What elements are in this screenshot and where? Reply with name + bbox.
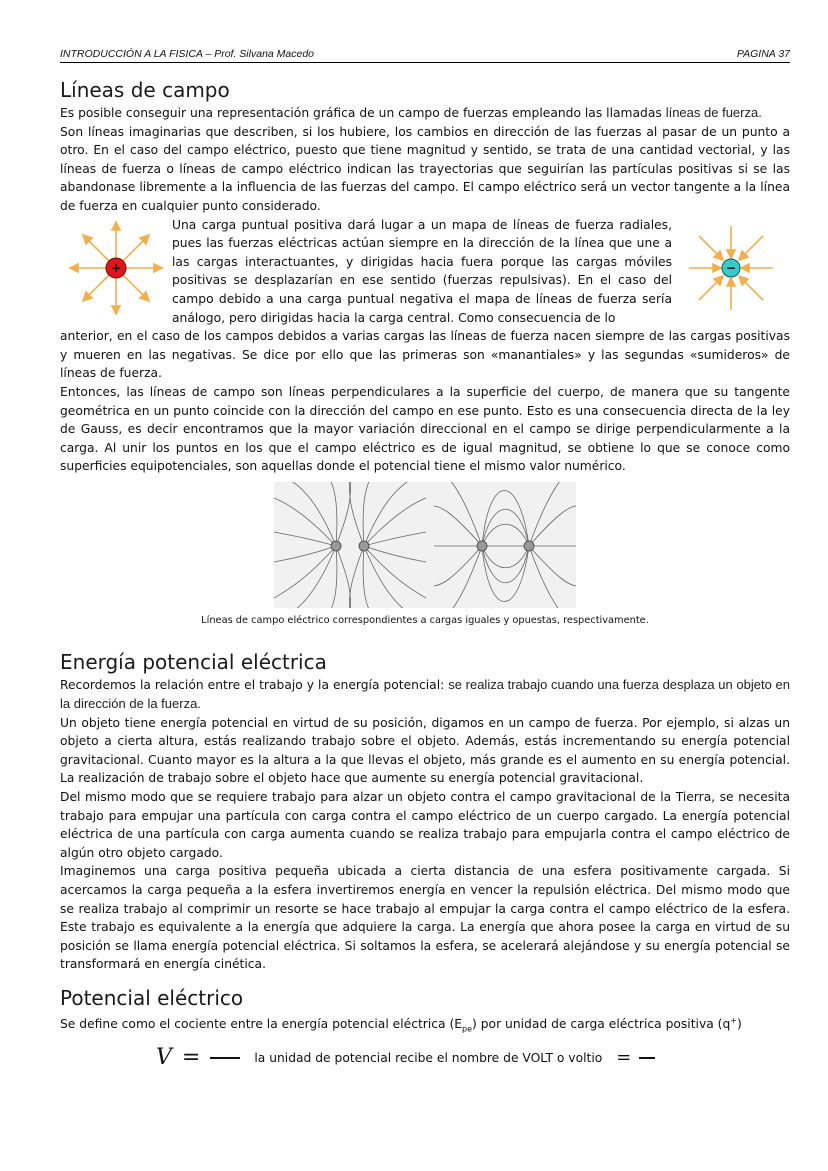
section-title-energia-potencial: Energía potencial eléctrica <box>60 650 327 675</box>
page-header <box>60 48 790 63</box>
negative-charge-icon <box>681 220 781 316</box>
paragraph-text: ) <box>736 1017 742 1032</box>
minus-sign: − <box>725 260 737 275</box>
paragraph <box>60 676 790 713</box>
paragraph-text: ) por unidad de carga eléctrica positiva (q <box>472 1017 731 1032</box>
field-lines-figure <box>60 482 790 608</box>
formula-equals-2: = <box>616 1047 632 1069</box>
field-lines-image <box>274 482 576 608</box>
charge-paragraph <box>172 216 672 328</box>
paragraph: Son líneas imaginarias que describen, si los hubiere, los cambios en dirección de las fuerzas al pasar de un punto a otro. En el caso del campo eléctrico, puesto que tiene magnitud y sentido, se trata de una cantidad vectorial, y las líneas de fuerza o líneas de campo eléctrico indican las trayectorias que seguirían las partículas positivas si se las abandonase libremente a la influencia de las fuerzas del campo. El campo eléctrico será un vector tangente a la línea de fuerza en cualquier punto considerado. <box>60 124 790 213</box>
paragraph: Una carga puntual positiva dará lugar a un mapa de líneas de fuerza radiales, pues las fuerzas eléctricas actúan siempre en la dirección de la línea que une a las cargas interactuantes, y dirigidas hacia fuera porque las cargas móviles positivas se desplazarían en ese sentido (fuerzas repulsivas). En el caso del campo debido a una carga puntual negativa el mapa de líneas de fuerza sería análogo, pero dirigidas hacia la carga central. Como consecuencia de lo <box>172 217 672 325</box>
charge-illustration-row <box>60 216 790 328</box>
paragraph <box>60 104 790 123</box>
section-title-potencial-electrico: Potencial eléctrico <box>60 985 244 1010</box>
section-title-lineas-de-campo: Líneas de campo <box>60 78 230 102</box>
header-title: INTRODUCCIÓN A LA FISICA – Prof. Silvana Macedo <box>60 48 315 60</box>
figure-caption: Líneas de campo eléctrico correspondientes a cargas iguales y opuestas, respectivamente. <box>201 614 649 626</box>
formula-v: V <box>156 1045 172 1071</box>
formula-note: la unidad de potencial recibe el nombre de VOLT o voltio <box>254 1051 603 1066</box>
positive-charge-figure <box>60 216 172 316</box>
paragraph-text-emph: líneas de fuerza. <box>665 105 762 120</box>
paragraph-text: Se define como el cociente entre la energía potencial eléctrica (E <box>60 1017 463 1032</box>
paragraph: Imaginemos una carga positiva pequeña ubicada a cierta distancia de una esfera positivamente cargada. Si acercamos la carga pequeña a la esfera invertiremos energía en vencer la repulsión eléctrica. Del mismo modo que se realiza trabajo al comprimir un resorte se hace trabajo al empujar la carga contra el campo eléctrico de la esfera. Este trabajo es equivalente a la energía que adquiere la carga. La energía que ahora posee la carga en virtud de su posición se llama energía potencial eléctrica. Si soltamos la esfera, se acelerará alejándose y su energía potencial se transformará en energía cinética. <box>60 864 790 972</box>
paragraph: Un objeto tiene energía potencial en virtud de su posición, digamos en un campo de fuerza. Por ejemplo, si alzas un objeto a cierta altura, estás realizando trabajo sobre el objeto. Además, estás incrementando su energía potencial gravitacional. Cuanto mayor es la altura a la que llevas el objeto, más grande es el aumento en su energía potencial. La realización de trabajo sobre el objeto hace que aumente su energía potencial gravitacional. <box>60 715 790 786</box>
superscript: + <box>730 1015 737 1025</box>
page-number: PAGINA 37 <box>736 48 790 60</box>
fraction-bar <box>210 1057 240 1059</box>
paragraph: anterior, en el caso de los campos debidos a varias cargas las líneas de fuerza nacen siempre de las cargas positivas y mueren en las negativas. Se dice por ello que las primeras son «manantiales» y las segundas «sumideros» de líneas de fuerza. <box>60 329 790 381</box>
positive-charge-icon <box>66 220 166 316</box>
paragraph: Del mismo modo que se requiere trabajo para alzar un objeto contra el campo gravitacional de la Tierra, se necesita trabajo para empujar una partícula con carga contra el campo eléctrico de un cuerpo cargado. La energía potencial eléctrica de una partícula con carga aumenta cuando se realiza trabajo para empujarla contra el campo eléctrico de algún otro objeto cargado. <box>60 790 790 860</box>
plus-sign: + <box>110 260 122 275</box>
paragraph-text-emph: se realiza trabajo cuando una fuerza desplaza un objeto en la dirección de la fuerza. <box>60 677 790 712</box>
paragraph-text: Recordemos la relación entre el trabajo y la energía potencial: <box>60 678 449 693</box>
volt-formula <box>60 1045 790 1071</box>
page-content <box>60 76 790 1071</box>
subscript: pe <box>462 1024 473 1034</box>
formula-equals: = <box>181 1045 201 1071</box>
paragraph-text: Es posible conseguir una representación gráfica de un campo de fuerzas empleando las llamadas <box>60 106 666 120</box>
fraction-bar-2 <box>639 1057 655 1059</box>
negative-charge-figure <box>672 216 790 316</box>
paragraph: Entonces, las líneas de campo son líneas perpendiculares a la superficie del cuerpo, de manera que su tangente geométrica en un punto coincide con la dirección del campo en ese punto. Esto es una consecuencia directa de la ley de Gauss, es decir encontramos que la mayor variación direccional en el campo se dirige perpendicularmente a la carga. Al unir los puntos en los que el campo eléctrico es de igual magnitud, se obtiene lo que se conoce como superficies equipotenciales, son aquellas donde el potencial tiene el mismo valor numérico. <box>60 384 790 474</box>
paragraph <box>60 1012 790 1039</box>
